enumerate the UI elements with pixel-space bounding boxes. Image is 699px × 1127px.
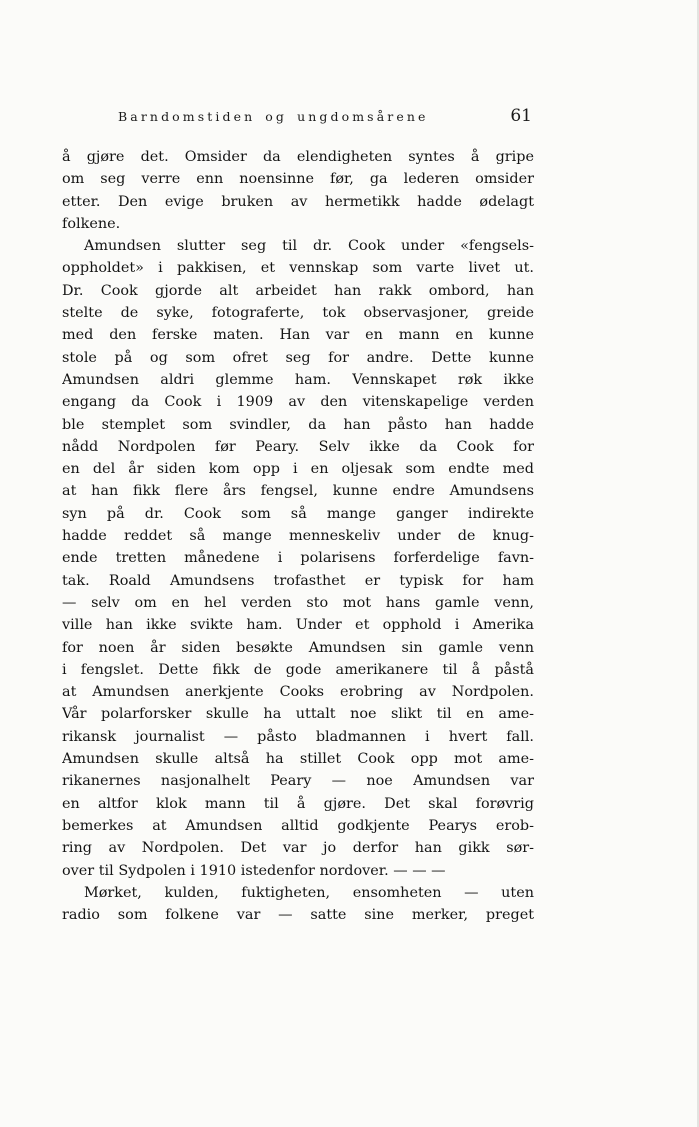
page-number: 61 — [510, 106, 532, 126]
text-line: tak. Roald Amundsens trofasthet er typisk for ham — [62, 572, 534, 589]
text-line: Amundsen aldri glemme ham. Vennskapet røk ikke — [62, 371, 534, 388]
text-line: etter. Den evige bruken av hermetikk hadde ødelagt — [62, 193, 534, 210]
text-line: at Amundsen anerkjente Cooks erobring av Nordpolen. — [62, 684, 534, 701]
text-line: i fengslet. Dette fikk de gode amerikanere til å påstå — [62, 661, 534, 678]
text-line: stole på og som ofret seg for andre. Dette kunne — [62, 349, 534, 366]
text-line: en altfor klok mann til å gjøre. Det skal forøvrig — [62, 795, 534, 812]
text-line: om seg verre enn noensinne før, ga lederen omsider — [62, 171, 534, 188]
text-line: ring av Nordpolen. Det var jo derfor han gikk sør- — [62, 840, 534, 857]
text-line: Vår polarforsker skulle ha uttalt noe slikt til en ame- — [62, 706, 534, 723]
text-line: Mørket, kulden, fuktigheten, ensomheten — uten — [84, 884, 534, 901]
running-head — [62, 106, 532, 130]
text-line: ble stemplet som svindler, da han påsto han hadde — [62, 416, 534, 433]
text-line: engang da Cook i 1909 av den vitenskapelige verden — [62, 394, 534, 411]
text-line: Dr. Cook gjorde alt arbeidet han rakk ombord, han — [62, 282, 534, 299]
text-line: — selv om en hel verden sto mot hans gamle venn, — [62, 594, 534, 611]
text-line: en del år siden kom opp i en oljesak som endte med — [62, 461, 534, 478]
text-line: oppholdet» i pakkisen, et vennskap som varte livet ut. — [62, 260, 534, 277]
text-line: ende tretten månedene i polarisens forferdelige favn- — [62, 550, 534, 567]
text-line: bemerkes at Amundsen alltid godkjente Pearys erob- — [62, 817, 534, 834]
text-line: radio som folkene var — satte sine merker, preget — [62, 907, 534, 924]
running-head-title: Barndomstiden og ungdomsårene — [118, 109, 429, 124]
text-line: ville han ikke svikte ham. Under et opphold i Amerika — [62, 617, 534, 634]
text-line: med den ferske maten. Han var en mann en kunne — [62, 327, 534, 344]
text-line: over til Sydpolen i 1910 istedenfor nordover. — — — — [62, 862, 446, 879]
text-line: syn på dr. Cook som så mange ganger indirekte — [62, 505, 534, 522]
text-line: Amundsen skulle altså ha stillet Cook opp mot ame- — [62, 751, 534, 768]
text-line: stelte de syke, fotograferte, tok observasjoner, greide — [62, 305, 534, 322]
text-line: hadde reddet så mange menneskeliv under de knug- — [62, 528, 534, 545]
text-line: nådd Nordpolen før Peary. Selv ikke da Cook for — [62, 438, 534, 455]
text-line: folkene. — [62, 215, 121, 232]
text-line: Amundsen slutter seg til dr. Cook under «fengsels- — [84, 238, 534, 255]
text-line: at han fikk flere års fengsel, kunne endre Amundsens — [62, 483, 534, 500]
text-line: rikansk journalist — påsto bladmannen i hvert fall. — [62, 728, 534, 745]
text-line: for noen år siden besøkte Amundsen sin gamle venn — [62, 639, 534, 656]
text-line: rikanernes nasjonalhelt Peary — noe Amundsen var — [62, 773, 534, 790]
body-text — [62, 146, 534, 926]
text-line: å gjøre det. Omsider da elendigheten syntes å gripe — [62, 149, 534, 165]
